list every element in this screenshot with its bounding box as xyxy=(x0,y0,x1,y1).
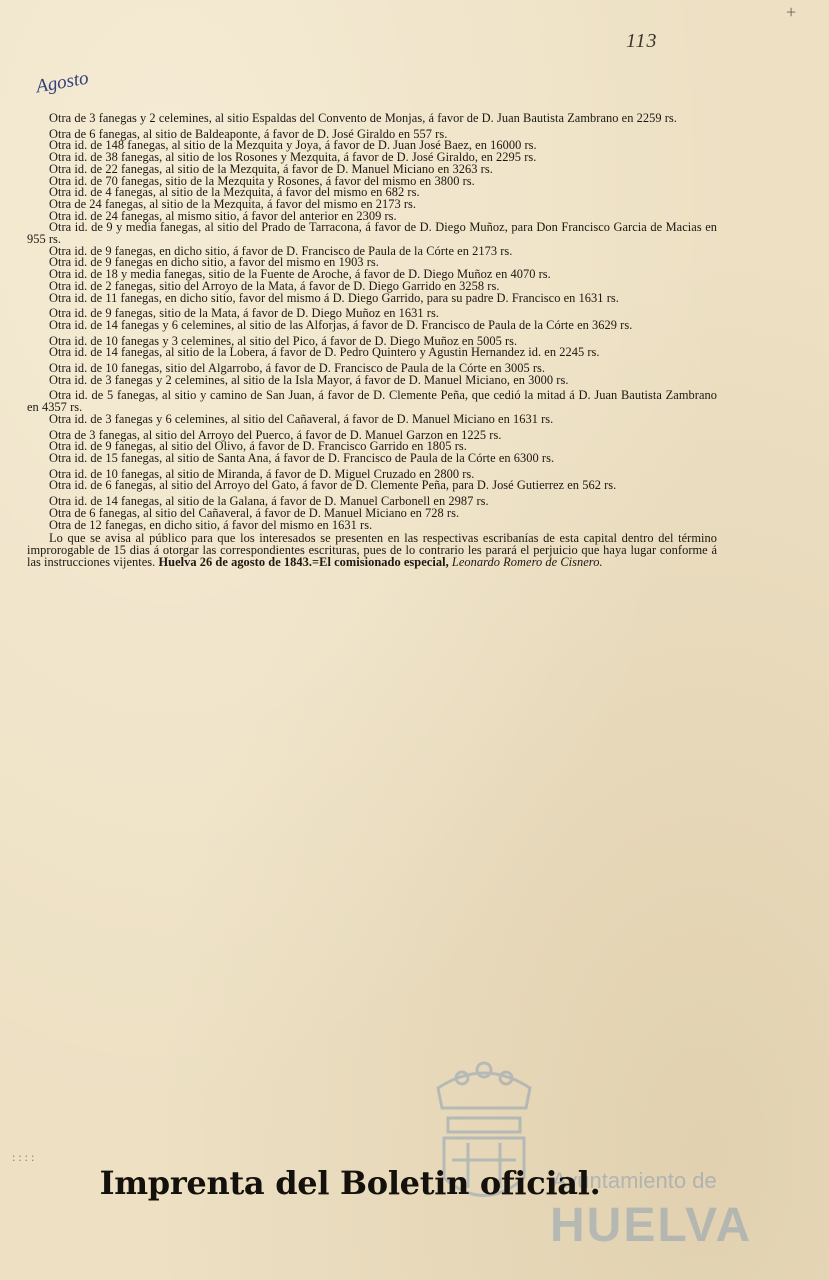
list-item: Otra id. de 9 fanegas, al sitio del Olivo, á favor de D. Francisco Garrido en 1805 rs. xyxy=(49,439,467,454)
list-item: Otra de 24 fanegas, al sitio de la Mezquita, á favor del mismo en 2173 rs. xyxy=(49,196,417,211)
list-item: Otra id. de 3 fanegas y 6 celemines, al sitio del Cañaveral, á favor de D. Manuel Miciano en 1631 rs. xyxy=(49,411,554,426)
list-item: Otra id. de 15 fanegas, al sitio de Santa Ana, á favor de D. Francisco de Paula de la Córte en 6300 rs. xyxy=(49,450,555,465)
list-item: Otra id. de 14 fanegas, al sitio de la Lobera, á favor de D. Pedro Quintero y Agustin Hernandez id. en 2245 rs. xyxy=(49,345,600,360)
list-item: Otra id. de 4 fanegas, al sitio de la Mezquita, á favor del mismo en 682 rs. xyxy=(49,185,420,200)
edge-marks: : : : : xyxy=(12,1150,35,1164)
list-item: Otra de 3 fanegas, al sitio del Arroyo del Puerco, á favor de D. Manuel Garzon en 1225 rs. xyxy=(49,427,502,442)
list-item: Otra id. de 10 fanegas y 3 celemines, al sitio del Pico, á favor de D. Diego Muñoz en 5005 rs. xyxy=(49,333,518,348)
list-item: Otra id. de 9 fanegas, en dicho sitio, á favor de D. Francisco de Paula de la Córte en 2173 rs. xyxy=(49,243,513,258)
list-item: Otra id. de 2 fanegas, sitio del Arroyo de la Mata, á favor de D. Diego Garrido en 3258 rs. xyxy=(49,278,500,293)
list-item: Otra id. de 70 fanegas, sitio de la Mezquita y Rosones, á favor del mismo en 3800 rs. xyxy=(49,173,475,188)
list-item: Otra id. de 5 fanegas, al sitio y camino de San Juan, á favor de D. Clemente Peña, que cedió la mitad á D. Juan Bautista Zambrano en 4357 rs. xyxy=(27,388,717,415)
watermark-line-2: HUELVA xyxy=(550,1199,753,1252)
list-item: Otra id. de 22 fanegas, al sitio de la Mezquita, á favor de D. Manuel Miciano en 3263 rs. xyxy=(49,161,493,176)
list-item: Otra id. de 38 fanegas, al sitio de los Rosones y Mezquita, á favor de D. José Giraldo, en 2295 rs. xyxy=(49,150,537,165)
list-item: Otra id. de 11 fanegas, en dicho sitio, favor del mismo á D. Diego Garrido, para su padre D. Francisco en 1631 rs. xyxy=(49,290,619,305)
closing-signatory: Leonardo Romero de Cisnero. xyxy=(451,554,603,569)
list-item: Otra id. de 3 fanegas y 2 celemines, al sitio de la Isla Mayor, á favor de D. Manuel Miciano, en 3000 rs. xyxy=(49,372,569,387)
closing-place-date: Huelva 26 de agosto de 1843. xyxy=(158,554,313,569)
list-item: Otra id. de 9 y media fanegas, al sitio del Prado de Tarracona, á favor de D. Diego Muñoz, para Don Francisco Garcia de Macias en 955 rs. xyxy=(27,220,717,247)
list-item: Otra id. de 18 y media fanegas, sitio de la Fuente de Aroche, á favor de D. Diego Muñoz en 4070 rs. xyxy=(49,267,551,282)
folio-number: 113 xyxy=(626,30,658,52)
list-item: Otra id. de 148 fanegas, al sitio de la Mezquita y Joya, á favor de D. Juan José Baez, en 16000 rs. xyxy=(49,138,537,153)
list-item: Otra id. de 14 fanegas, al sitio de la Galana, á favor de D. Manuel Carbonell en 2987 rs. xyxy=(49,494,489,509)
list-item: Otra de 6 fanegas, al sitio de Baldeaponte, á favor de D. José Giraldo en 557 rs. xyxy=(49,126,448,141)
closing-role: El comisionado especial, xyxy=(319,554,449,569)
entry-list xyxy=(27,113,717,531)
list-item: Otra id. de 14 fanegas y 6 celemines, al sitio de las Alforjas, á favor de D. Francisco de Paula de la Córte en 3629 rs. xyxy=(49,317,633,332)
list-item: Otra id. de 10 fanegas, al sitio de Miranda, á favor de D. Miguel Cruzado en 2800 rs. xyxy=(49,466,475,481)
closing-dash: = xyxy=(312,554,320,569)
list-item: Otra id. de 10 fanegas, sitio del Algarrobo, á favor de D. Francisco de Paula de la Córte en 3005 rs. xyxy=(49,361,546,376)
list-item: Otra de 3 fanegas y 2 celemines, al sitio Espaldas del Convento de Monjas, á favor de D. Juan Bautista Zambrano en 2259 rs. xyxy=(49,111,677,125)
handwritten-note: Agosto xyxy=(34,67,91,98)
printer-imprint: Imprenta del Boletin oficial. xyxy=(99,1164,601,1202)
list-item: Otra id. de 24 fanegas, al mismo sitio, á favor del anterior en 2309 rs. xyxy=(49,208,397,223)
closing-text: Lo que se avisa al público para que los interesados se presenten en las respectivas escribanías de esta capital dentro del término improrogable de 15 dias á otorgar las correspondientes escrituras, pues de lo contrario les parará el perjuicio que haya lugar conforme á las instrucciones vijentes. xyxy=(27,531,717,569)
list-item: Otra id. de 6 fanegas, al sitio del Arroyo del Gato, á favor de D. Clemente Peña, para D. José Gutierrez en 562 rs. xyxy=(49,478,617,493)
list-item: Otra de 12 fanegas, en dicho sitio, á favor del mismo en 1631 rs. xyxy=(49,517,373,532)
closing-paragraph xyxy=(27,533,717,568)
list-item: Otra de 6 fanegas, al sitio del Cañaveral, á favor de D. Manuel Miciano en 728 rs. xyxy=(49,505,460,520)
watermark-line-1: Ayuntamiento de xyxy=(552,1168,717,1193)
list-item: Otra id. de 9 fanegas en dicho sitio, a favor del mismo en 1903 rs. xyxy=(49,255,379,270)
corner-mark: + xyxy=(786,2,797,22)
list-item: Otra id. de 9 fanegas, sitio de la Mata, á favor de D. Diego Muñoz en 1631 rs. xyxy=(49,306,439,321)
auction-list xyxy=(27,113,717,568)
